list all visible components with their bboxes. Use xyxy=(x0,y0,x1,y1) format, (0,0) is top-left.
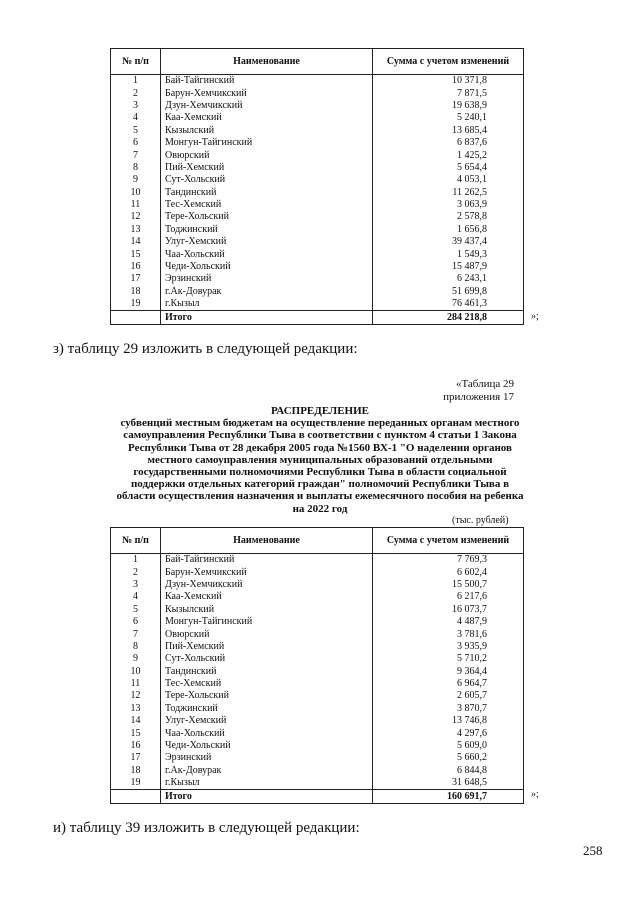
table-reference xyxy=(443,378,514,404)
table-row xyxy=(111,641,524,653)
row-district-name: Тандинский xyxy=(161,187,373,199)
row-district-name: Тоджинский xyxy=(161,224,373,236)
row-number: 14 xyxy=(111,236,161,248)
row-district-name: Кызылский xyxy=(161,125,373,137)
table-row xyxy=(111,566,524,578)
row-number: 4 xyxy=(111,112,161,124)
table-row xyxy=(111,690,524,702)
row-district-name: Тандинский xyxy=(161,666,373,678)
row-sum: 10 371,8 xyxy=(373,75,524,88)
unit-label: (тыс. рублей) xyxy=(452,515,509,526)
row-sum: 5 240,1 xyxy=(373,112,524,124)
row-district-name: Барун-Хемчикский xyxy=(161,566,373,578)
row-number: 14 xyxy=(111,715,161,727)
row-sum: 6 844,8 xyxy=(373,765,524,777)
table-row xyxy=(111,236,524,248)
row-district-name: г.Кызыл xyxy=(161,777,373,790)
row-district-name: Овюрский xyxy=(161,149,373,161)
row-sum: 3 870,7 xyxy=(373,703,524,715)
title-heading: РАСПРЕДЕЛЕНИЕ xyxy=(270,405,369,417)
row-district-name: г.Ак-Довурак xyxy=(161,286,373,298)
table-row xyxy=(111,100,524,112)
row-number: 18 xyxy=(111,765,161,777)
total-empty-cell xyxy=(111,790,161,804)
row-number: 13 xyxy=(111,224,161,236)
row-district-name: Дзун-Хемчикский xyxy=(161,579,373,591)
table-row xyxy=(111,616,524,628)
row-number: 2 xyxy=(111,87,161,99)
row-sum: 16 073,7 xyxy=(373,604,524,616)
table-row xyxy=(111,112,524,124)
row-number: 15 xyxy=(111,248,161,260)
row-number: 9 xyxy=(111,653,161,665)
row-number: 12 xyxy=(111,211,161,223)
table-a xyxy=(110,48,524,325)
row-number: 5 xyxy=(111,604,161,616)
row-sum: 4 487,9 xyxy=(373,616,524,628)
total-label: Итого xyxy=(161,311,373,325)
row-number: 8 xyxy=(111,162,161,174)
table-row xyxy=(111,87,524,99)
table-row xyxy=(111,125,524,137)
row-district-name: Тоджинский xyxy=(161,703,373,715)
row-number: 5 xyxy=(111,125,161,137)
table-row xyxy=(111,298,524,311)
row-district-name: Улуг-Хемский xyxy=(161,236,373,248)
header-num: № п/п xyxy=(111,528,161,554)
header-sum: Сумма с учетом изменений xyxy=(373,528,524,554)
row-district-name: Каа-Хемский xyxy=(161,591,373,603)
table-ref-line1: «Таблица 29 xyxy=(455,378,514,390)
paragraph-i: и) таблицу 39 изложить в следующей редакции: xyxy=(53,820,360,836)
table-row xyxy=(111,273,524,285)
header-num: № п/п xyxy=(111,49,161,75)
table-row xyxy=(111,286,524,298)
row-sum: 1 425,2 xyxy=(373,149,524,161)
row-number: 18 xyxy=(111,286,161,298)
table-row xyxy=(111,224,524,236)
row-sum: 51 699,8 xyxy=(373,286,524,298)
row-district-name: Эрзинский xyxy=(161,273,373,285)
row-number: 11 xyxy=(111,199,161,211)
title-line: Республики Тыва от 28 декабря 2005 года №1560 ВХ-1 "О наделении органов xyxy=(128,441,512,454)
row-sum: 7 871,5 xyxy=(373,87,524,99)
row-number: 8 xyxy=(111,641,161,653)
row-sum: 31 648,5 xyxy=(373,777,524,790)
table-row xyxy=(111,199,524,211)
row-sum: 1 549,3 xyxy=(373,248,524,260)
row-district-name: Пий-Хемский xyxy=(161,162,373,174)
row-district-name: Сут-Хольский xyxy=(161,174,373,186)
row-district-name: Улуг-Хемский xyxy=(161,715,373,727)
total-sum: 284 218,8 xyxy=(373,311,524,325)
row-number: 12 xyxy=(111,690,161,702)
row-district-name: Дзун-Хемчикский xyxy=(161,100,373,112)
row-district-name: Эрзинский xyxy=(161,752,373,764)
row-sum: 2 578,8 xyxy=(373,211,524,223)
row-district-name: Каа-Хемский xyxy=(161,112,373,124)
table-row xyxy=(111,628,524,640)
table-row xyxy=(111,137,524,149)
row-number: 6 xyxy=(111,616,161,628)
row-sum: 1 656,8 xyxy=(373,224,524,236)
row-sum: 6 964,7 xyxy=(373,678,524,690)
row-number: 7 xyxy=(111,628,161,640)
table-row xyxy=(111,187,524,199)
row-sum: 19 638,9 xyxy=(373,100,524,112)
row-number: 19 xyxy=(111,298,161,311)
distribution-title xyxy=(100,405,540,515)
row-number: 3 xyxy=(111,579,161,591)
table-row xyxy=(111,752,524,764)
table-b-header-row xyxy=(111,528,524,554)
row-number: 2 xyxy=(111,566,161,578)
row-number: 16 xyxy=(111,740,161,752)
row-sum: 3 781,6 xyxy=(373,628,524,640)
row-sum: 7 769,3 xyxy=(373,554,524,567)
total-sum: 160 691,7 xyxy=(373,790,524,804)
title-line: области осуществления назначения и выплаты ежемесячного пособия на ребенка xyxy=(116,490,524,503)
row-sum: 5 609,0 xyxy=(373,740,524,752)
row-number: 10 xyxy=(111,666,161,678)
row-number: 19 xyxy=(111,777,161,790)
row-district-name: Барун-Хемчикский xyxy=(161,87,373,99)
table-row xyxy=(111,777,524,790)
row-number: 1 xyxy=(111,75,161,88)
row-district-name: Тес-Хемский xyxy=(161,199,373,211)
row-sum: 6 217,6 xyxy=(373,591,524,603)
row-district-name: Тере-Хольский xyxy=(161,690,373,702)
table-row xyxy=(111,653,524,665)
row-sum: 3 935,9 xyxy=(373,641,524,653)
table-row xyxy=(111,604,524,616)
table-row xyxy=(111,149,524,161)
row-district-name: Чаа-Хольский xyxy=(161,727,373,739)
table-row xyxy=(111,765,524,777)
row-district-name: Чеди-Хольский xyxy=(161,740,373,752)
header-name: Наименование xyxy=(161,49,373,75)
row-sum: 9 364,4 xyxy=(373,666,524,678)
total-row xyxy=(111,790,524,804)
row-district-name: Овюрский xyxy=(161,628,373,640)
row-sum: 6 243,1 xyxy=(373,273,524,285)
row-sum: 11 262,5 xyxy=(373,187,524,199)
row-sum: 76 461,3 xyxy=(373,298,524,311)
row-number: 6 xyxy=(111,137,161,149)
row-sum: 39 437,4 xyxy=(373,236,524,248)
row-sum: 13 685,4 xyxy=(373,125,524,137)
table-row xyxy=(111,75,524,88)
table-b xyxy=(110,527,524,804)
row-district-name: Монгун-Тайгинский xyxy=(161,616,373,628)
row-district-name: Монгун-Тайгинский xyxy=(161,137,373,149)
table-row xyxy=(111,162,524,174)
table-row xyxy=(111,211,524,223)
row-sum: 5 710,2 xyxy=(373,653,524,665)
row-sum: 4 053,1 xyxy=(373,174,524,186)
header-name: Наименование xyxy=(161,528,373,554)
title-line: самоуправления Республики Тыва в соответствии с пунктом 4 статьи 1 Закона xyxy=(123,429,517,442)
row-number: 10 xyxy=(111,187,161,199)
table-row xyxy=(111,174,524,186)
table-b-closing-quote: »; xyxy=(531,789,539,800)
table-row xyxy=(111,703,524,715)
table-row xyxy=(111,591,524,603)
row-district-name: Бай-Тайгинский xyxy=(161,75,373,88)
row-sum: 15 487,9 xyxy=(373,261,524,273)
table-row xyxy=(111,554,524,567)
paragraph-z: з) таблицу 29 изложить в следующей редакции: xyxy=(53,341,358,357)
row-sum: 4 297,6 xyxy=(373,727,524,739)
row-sum: 5 654,4 xyxy=(373,162,524,174)
table-a-closing-quote: »; xyxy=(531,311,539,322)
title-line: государственными полномочиями Республики Тыва в области социальной xyxy=(133,466,507,479)
page-number: 258 xyxy=(583,843,603,858)
row-district-name: Тес-Хемский xyxy=(161,678,373,690)
title-line: местного самоуправления муниципальных образований отдельными xyxy=(147,453,493,466)
total-empty-cell xyxy=(111,311,161,325)
row-district-name: г.Ак-Довурак xyxy=(161,765,373,777)
row-sum: 2 605,7 xyxy=(373,690,524,702)
table-row xyxy=(111,666,524,678)
row-district-name: Бай-Тайгинский xyxy=(161,554,373,567)
row-number: 3 xyxy=(111,100,161,112)
row-number: 1 xyxy=(111,554,161,567)
row-district-name: г.Кызыл xyxy=(161,298,373,311)
title-line: субвенций местным бюджетам на осуществление переданных органам местного xyxy=(120,417,520,430)
row-sum: 6 837,6 xyxy=(373,137,524,149)
row-sum: 5 660,2 xyxy=(373,752,524,764)
header-sum: Сумма с учетом изменений xyxy=(373,49,524,75)
row-number: 13 xyxy=(111,703,161,715)
row-district-name: Сут-Хольский xyxy=(161,653,373,665)
table-row xyxy=(111,727,524,739)
title-line: на 2022 год xyxy=(292,502,348,515)
row-district-name: Кызылский xyxy=(161,604,373,616)
table-row xyxy=(111,248,524,260)
row-number: 11 xyxy=(111,678,161,690)
table-row xyxy=(111,740,524,752)
row-number: 17 xyxy=(111,752,161,764)
row-district-name: Чеди-Хольский xyxy=(161,261,373,273)
row-sum: 3 063,9 xyxy=(373,199,524,211)
table-row xyxy=(111,261,524,273)
row-sum: 13 746,8 xyxy=(373,715,524,727)
row-number: 16 xyxy=(111,261,161,273)
row-sum: 6 602,4 xyxy=(373,566,524,578)
table-a-header-row xyxy=(111,49,524,75)
total-label: Итого xyxy=(161,790,373,804)
row-district-name: Чаа-Хольский xyxy=(161,248,373,260)
table-row xyxy=(111,579,524,591)
table-row xyxy=(111,715,524,727)
row-sum: 15 500,7 xyxy=(373,579,524,591)
row-number: 15 xyxy=(111,727,161,739)
row-number: 4 xyxy=(111,591,161,603)
table-row xyxy=(111,678,524,690)
row-number: 17 xyxy=(111,273,161,285)
row-number: 7 xyxy=(111,149,161,161)
row-number: 9 xyxy=(111,174,161,186)
total-row xyxy=(111,311,524,325)
row-district-name: Тере-Хольский xyxy=(161,211,373,223)
title-line: поддержки отдельных категорий граждан" полномочий Республики Тыва в xyxy=(130,478,510,491)
table-ref-line2: приложения 17 xyxy=(443,391,514,403)
row-district-name: Пий-Хемский xyxy=(161,641,373,653)
